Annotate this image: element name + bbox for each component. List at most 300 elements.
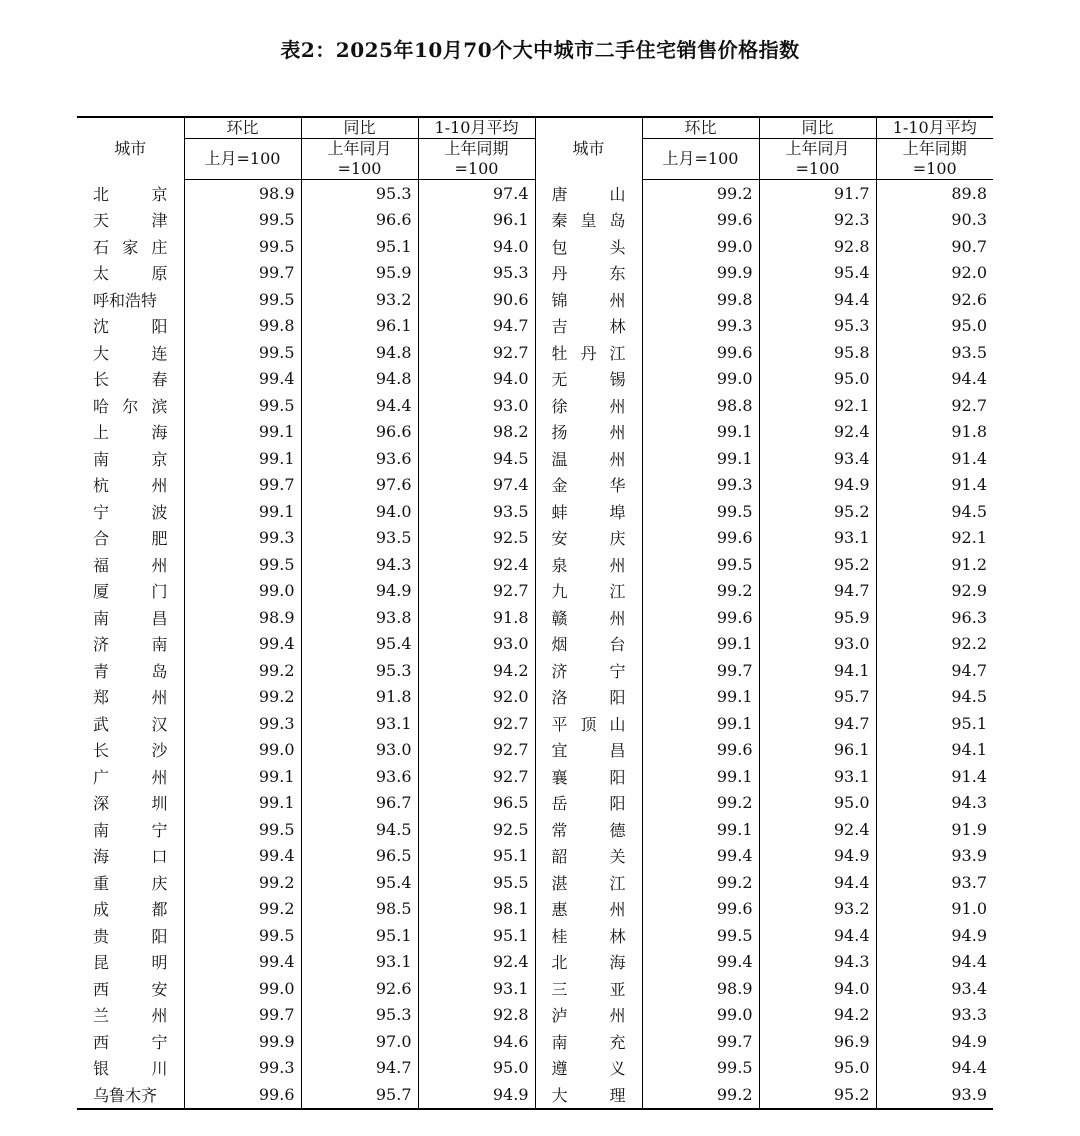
yoy-value-cell: 91.7	[759, 180, 876, 207]
table-row	[77, 949, 993, 976]
yoy-value-cell: 94.4	[759, 922, 876, 949]
city-name-cell: 宁 波	[93, 502, 168, 522]
avg-value-cell: 94.5	[418, 445, 535, 472]
yoy-value-cell: 94.0	[301, 498, 418, 525]
city-name-cell: 泸 州	[535, 1002, 642, 1029]
header-yoy-base-right: 上年同月 =100	[759, 139, 876, 180]
city-name-cell: 贵 阳	[93, 926, 168, 946]
city-name-cell: 石 家 庄	[93, 237, 168, 257]
mom-value-cell: 99.5	[642, 922, 759, 949]
mom-value-cell: 99.5	[642, 551, 759, 578]
city-name-cell: 唐 山	[535, 180, 642, 207]
header-mom-base-left: 上月=100	[184, 139, 301, 180]
table-row	[77, 763, 993, 790]
avg-value-cell: 94.3	[876, 790, 993, 817]
mom-value-cell: 99.5	[184, 233, 301, 260]
avg-value-cell: 92.7	[418, 339, 535, 366]
avg-value-cell: 90.3	[876, 207, 993, 234]
mom-value-cell: 99.5	[184, 207, 301, 234]
avg-value-cell: 95.5	[418, 869, 535, 896]
city-name-cell: 沈 阳	[93, 317, 168, 337]
table-row	[77, 816, 993, 843]
table-row	[77, 790, 993, 817]
mom-value-cell: 99.2	[642, 180, 759, 207]
yoy-value-cell: 95.0	[759, 1055, 876, 1082]
yoy-value-cell: 92.8	[759, 233, 876, 260]
city-name-cell: 成 都	[93, 900, 168, 920]
mom-value-cell: 99.5	[184, 551, 301, 578]
avg-value-cell: 92.9	[876, 578, 993, 605]
yoy-value-cell: 94.9	[759, 472, 876, 499]
avg-value-cell: 94.5	[876, 498, 993, 525]
city-name-cell: 三 亚	[535, 975, 642, 1002]
table-row	[77, 578, 993, 605]
city-name-cell: 兰 州	[93, 1006, 168, 1026]
city-name-cell: 无 锡	[535, 366, 642, 393]
mom-value-cell: 99.5	[184, 286, 301, 313]
mom-value-cell: 98.8	[642, 392, 759, 419]
avg-value-cell: 92.0	[418, 684, 535, 711]
avg-value-cell: 95.1	[876, 710, 993, 737]
yoy-value-cell: 96.1	[301, 313, 418, 340]
avg-value-cell: 95.0	[876, 313, 993, 340]
header-mom-left: 环比	[184, 117, 301, 139]
city-name-cell: 南 京	[93, 449, 168, 469]
yoy-value-cell: 94.4	[301, 392, 418, 419]
avg-value-cell: 90.6	[418, 286, 535, 313]
header-yoy-left: 同比	[301, 117, 418, 139]
table-body	[77, 180, 993, 1109]
price-index-table	[77, 116, 993, 1110]
mom-value-cell: 99.8	[184, 313, 301, 340]
yoy-value-cell: 93.2	[301, 286, 418, 313]
mom-value-cell: 99.5	[184, 392, 301, 419]
city-name-cell: 济 宁	[535, 657, 642, 684]
mom-value-cell: 99.4	[184, 366, 301, 393]
table-row	[77, 1081, 993, 1109]
yoy-value-cell: 95.3	[301, 1002, 418, 1029]
table-row	[77, 286, 993, 313]
avg-value-cell: 94.6	[418, 1028, 535, 1055]
mom-value-cell: 99.3	[642, 472, 759, 499]
avg-value-cell: 93.0	[418, 631, 535, 658]
yoy-value-cell: 93.5	[301, 525, 418, 552]
mom-value-cell: 99.6	[642, 604, 759, 631]
mom-value-cell: 99.4	[184, 843, 301, 870]
yoy-value-cell: 91.8	[301, 684, 418, 711]
table-row	[77, 498, 993, 525]
city-name-cell: 合 肥	[93, 529, 168, 549]
yoy-value-cell: 93.2	[759, 896, 876, 923]
city-name-cell: 宜 昌	[535, 737, 642, 764]
city-name-cell: 深 圳	[93, 794, 168, 814]
avg-value-cell: 92.5	[418, 816, 535, 843]
avg-value-cell: 93.0	[418, 392, 535, 419]
city-name-cell: 昆 明	[93, 953, 168, 973]
city-name-cell: 锦 州	[535, 286, 642, 313]
avg-value-cell: 91.0	[876, 896, 993, 923]
avg-value-cell: 94.0	[418, 366, 535, 393]
yoy-value-cell: 95.8	[759, 339, 876, 366]
avg-value-cell: 92.7	[418, 763, 535, 790]
yoy-value-cell: 95.4	[301, 869, 418, 896]
table-row	[77, 392, 993, 419]
mom-value-cell: 99.5	[184, 339, 301, 366]
table-row	[77, 737, 993, 764]
city-name-cell: 厦 门	[93, 582, 168, 602]
mom-value-cell: 99.1	[642, 419, 759, 446]
city-name-cell: 银 川	[93, 1059, 168, 1079]
city-name-cell: 包 头	[535, 233, 642, 260]
header-mom-base-right: 上月=100	[642, 139, 759, 180]
mom-value-cell: 99.7	[642, 657, 759, 684]
table-row	[77, 1002, 993, 1029]
mom-value-cell: 99.6	[642, 896, 759, 923]
city-name-cell: 北 海	[535, 949, 642, 976]
mom-value-cell: 99.2	[642, 1081, 759, 1109]
city-name-cell: 长 春	[93, 370, 168, 390]
yoy-value-cell: 94.7	[301, 1055, 418, 1082]
mom-value-cell: 99.1	[642, 816, 759, 843]
yoy-value-cell: 94.3	[759, 949, 876, 976]
mom-value-cell: 99.2	[184, 684, 301, 711]
mom-value-cell: 99.6	[642, 339, 759, 366]
city-name-cell: 蚌 埠	[535, 498, 642, 525]
yoy-value-cell: 95.4	[759, 260, 876, 287]
yoy-value-cell: 92.3	[759, 207, 876, 234]
table-row	[77, 445, 993, 472]
avg-value-cell: 92.6	[876, 286, 993, 313]
table-row	[77, 975, 993, 1002]
yoy-value-cell: 94.4	[759, 869, 876, 896]
avg-value-cell: 91.8	[418, 604, 535, 631]
mom-value-cell: 99.7	[184, 472, 301, 499]
avg-value-cell: 94.9	[876, 1028, 993, 1055]
yoy-value-cell: 93.8	[301, 604, 418, 631]
mom-value-cell: 98.9	[184, 180, 301, 207]
table-row	[77, 339, 993, 366]
mom-value-cell: 99.4	[642, 843, 759, 870]
yoy-value-cell: 95.9	[759, 604, 876, 631]
yoy-value-cell: 94.5	[301, 816, 418, 843]
avg-value-cell: 96.3	[876, 604, 993, 631]
city-name-cell: 大 连	[93, 343, 168, 363]
mom-value-cell: 99.2	[184, 896, 301, 923]
table-row	[77, 710, 993, 737]
table-row	[77, 525, 993, 552]
mom-value-cell: 99.2	[642, 578, 759, 605]
city-name-cell: 常 德	[535, 816, 642, 843]
yoy-value-cell: 95.3	[301, 180, 418, 207]
yoy-value-cell: 94.2	[759, 1002, 876, 1029]
city-name-cell: 桂 林	[535, 922, 642, 949]
city-name-cell: 南 宁	[93, 820, 168, 840]
table-row	[77, 684, 993, 711]
mom-value-cell: 99.5	[642, 1055, 759, 1082]
header-avg-base-left: 上年同期 =100	[418, 139, 535, 180]
yoy-value-cell: 92.4	[759, 419, 876, 446]
mom-value-cell: 99.1	[184, 445, 301, 472]
city-name-cell: 哈 尔 滨	[93, 396, 168, 416]
mom-value-cell: 99.7	[642, 1028, 759, 1055]
yoy-value-cell: 94.0	[759, 975, 876, 1002]
city-name-cell: 重 庆	[93, 873, 168, 893]
header-city-right: 城市	[535, 117, 642, 180]
mom-value-cell: 99.1	[642, 763, 759, 790]
table-row	[77, 1028, 993, 1055]
table-row	[77, 896, 993, 923]
mom-value-cell: 99.5	[184, 816, 301, 843]
city-name-cell: 湛 江	[535, 869, 642, 896]
yoy-value-cell: 95.2	[759, 551, 876, 578]
mom-value-cell: 99.1	[184, 419, 301, 446]
table-row	[77, 233, 993, 260]
city-name-cell: 杭 州	[93, 476, 168, 496]
city-name-cell: 天 津	[93, 211, 168, 231]
avg-value-cell: 94.4	[876, 366, 993, 393]
mom-value-cell: 99.0	[642, 1002, 759, 1029]
mom-value-cell: 99.1	[642, 684, 759, 711]
mom-value-cell: 99.4	[184, 949, 301, 976]
city-name-cell: 西 安	[93, 979, 168, 999]
avg-value-cell: 96.5	[418, 790, 535, 817]
mom-value-cell: 99.3	[642, 313, 759, 340]
yoy-value-cell: 94.8	[301, 366, 418, 393]
avg-value-cell: 92.5	[418, 525, 535, 552]
avg-value-cell: 92.2	[876, 631, 993, 658]
yoy-value-cell: 92.1	[759, 392, 876, 419]
city-name-cell: 惠 州	[535, 896, 642, 923]
avg-value-cell: 93.5	[876, 339, 993, 366]
city-name-cell: 赣 州	[535, 604, 642, 631]
mom-value-cell: 99.9	[184, 1028, 301, 1055]
city-name-cell: 韶 关	[535, 843, 642, 870]
avg-value-cell: 93.9	[876, 1081, 993, 1109]
avg-value-cell: 94.4	[876, 1055, 993, 1082]
city-name-cell: 南 充	[535, 1028, 642, 1055]
mom-value-cell: 99.5	[642, 498, 759, 525]
yoy-value-cell: 94.1	[759, 657, 876, 684]
mom-value-cell: 99.3	[184, 710, 301, 737]
mom-value-cell: 99.1	[642, 710, 759, 737]
yoy-value-cell: 95.1	[301, 233, 418, 260]
mom-value-cell: 99.1	[184, 790, 301, 817]
city-name-cell: 乌鲁木齐	[77, 1081, 184, 1109]
yoy-value-cell: 95.2	[759, 1081, 876, 1109]
header-city-left: 城市	[77, 117, 184, 180]
table-row	[77, 313, 993, 340]
mom-value-cell: 99.1	[642, 631, 759, 658]
avg-value-cell: 92.7	[418, 737, 535, 764]
city-name-cell: 长 沙	[93, 741, 168, 761]
avg-value-cell: 94.0	[418, 233, 535, 260]
avg-value-cell: 95.0	[418, 1055, 535, 1082]
city-name-cell: 襄 阳	[535, 763, 642, 790]
mom-value-cell: 99.3	[184, 525, 301, 552]
yoy-value-cell: 93.1	[301, 710, 418, 737]
mom-value-cell: 99.0	[184, 578, 301, 605]
table-row	[77, 366, 993, 393]
mom-value-cell: 99.7	[184, 260, 301, 287]
yoy-value-cell: 93.6	[301, 445, 418, 472]
city-name-cell: 北 京	[93, 184, 168, 204]
yoy-value-cell: 95.9	[301, 260, 418, 287]
yoy-value-cell: 93.1	[759, 525, 876, 552]
avg-value-cell: 98.2	[418, 419, 535, 446]
avg-value-cell: 92.7	[876, 392, 993, 419]
city-name-cell: 泉 州	[535, 551, 642, 578]
avg-value-cell: 98.1	[418, 896, 535, 923]
avg-value-cell: 94.4	[876, 949, 993, 976]
table-row	[77, 260, 993, 287]
yoy-value-cell: 95.7	[301, 1081, 418, 1109]
avg-value-cell: 96.1	[418, 207, 535, 234]
city-name-cell: 扬 州	[535, 419, 642, 446]
yoy-value-cell: 94.7	[759, 710, 876, 737]
yoy-value-cell: 93.0	[759, 631, 876, 658]
table-row	[77, 657, 993, 684]
avg-value-cell: 92.7	[418, 578, 535, 605]
mom-value-cell: 98.9	[184, 604, 301, 631]
avg-value-cell: 95.1	[418, 922, 535, 949]
avg-value-cell: 92.1	[876, 525, 993, 552]
mom-value-cell: 99.6	[642, 737, 759, 764]
city-name-cell: 大 理	[535, 1081, 642, 1109]
yoy-value-cell: 96.7	[301, 790, 418, 817]
city-name-cell: 平 顶 山	[535, 710, 642, 737]
mom-value-cell: 99.4	[184, 631, 301, 658]
mom-value-cell: 99.2	[184, 657, 301, 684]
avg-value-cell: 91.4	[876, 445, 993, 472]
avg-value-cell: 97.4	[418, 180, 535, 207]
yoy-value-cell: 94.8	[301, 339, 418, 366]
table-row	[77, 631, 993, 658]
avg-value-cell: 97.4	[418, 472, 535, 499]
city-name-cell: 太 原	[93, 264, 168, 284]
city-name-cell: 济 南	[93, 635, 168, 655]
mom-value-cell: 99.0	[642, 233, 759, 260]
mom-value-cell: 99.1	[184, 763, 301, 790]
mom-value-cell: 99.1	[184, 498, 301, 525]
yoy-value-cell: 97.0	[301, 1028, 418, 1055]
avg-value-cell: 91.2	[876, 551, 993, 578]
mom-value-cell: 99.2	[184, 869, 301, 896]
mom-value-cell: 99.6	[642, 207, 759, 234]
table-header	[77, 117, 993, 180]
avg-value-cell: 91.9	[876, 816, 993, 843]
avg-value-cell: 93.9	[876, 843, 993, 870]
avg-value-cell: 92.0	[876, 260, 993, 287]
yoy-value-cell: 96.6	[301, 419, 418, 446]
avg-value-cell: 91.4	[876, 763, 993, 790]
yoy-value-cell: 97.6	[301, 472, 418, 499]
table-row	[77, 180, 993, 207]
mom-value-cell: 99.2	[642, 869, 759, 896]
mom-value-cell: 99.6	[642, 525, 759, 552]
avg-value-cell: 94.1	[876, 737, 993, 764]
header-yoy-right: 同比	[759, 117, 876, 139]
avg-value-cell: 92.4	[418, 949, 535, 976]
yoy-value-cell: 92.4	[759, 816, 876, 843]
avg-value-cell: 93.5	[418, 498, 535, 525]
avg-value-cell: 94.9	[876, 922, 993, 949]
yoy-value-cell: 98.5	[301, 896, 418, 923]
city-name-cell: 温 州	[535, 445, 642, 472]
yoy-value-cell: 94.4	[759, 286, 876, 313]
city-name-cell: 武 汉	[93, 714, 168, 734]
header-avg-left: 1-10月平均	[418, 117, 535, 139]
city-name-cell: 遵 义	[535, 1055, 642, 1082]
yoy-value-cell: 93.1	[301, 949, 418, 976]
city-name-cell: 上 海	[93, 423, 168, 443]
avg-value-cell: 93.1	[418, 975, 535, 1002]
city-name-cell: 徐 州	[535, 392, 642, 419]
city-name-cell: 吉 林	[535, 313, 642, 340]
mom-value-cell: 99.7	[184, 1002, 301, 1029]
table-row	[77, 551, 993, 578]
header-avg-base-right: 上年同期 =100	[876, 139, 993, 180]
yoy-value-cell: 95.0	[759, 790, 876, 817]
mom-value-cell: 99.3	[184, 1055, 301, 1082]
avg-value-cell: 94.2	[418, 657, 535, 684]
avg-value-cell: 93.7	[876, 869, 993, 896]
header-avg-right: 1-10月平均	[876, 117, 993, 139]
avg-value-cell: 89.8	[876, 180, 993, 207]
yoy-value-cell: 95.2	[759, 498, 876, 525]
avg-value-cell: 95.1	[418, 843, 535, 870]
mom-value-cell: 99.6	[184, 1081, 301, 1109]
yoy-value-cell: 96.6	[301, 207, 418, 234]
yoy-value-cell: 93.0	[301, 737, 418, 764]
avg-value-cell: 92.4	[418, 551, 535, 578]
city-name-cell: 呼和浩特	[93, 290, 158, 310]
mom-value-cell: 99.2	[642, 790, 759, 817]
mom-value-cell: 99.8	[642, 286, 759, 313]
city-name-cell: 洛 阳	[535, 684, 642, 711]
yoy-value-cell: 95.3	[301, 657, 418, 684]
table-row	[77, 207, 993, 234]
yoy-value-cell: 96.5	[301, 843, 418, 870]
mom-value-cell: 99.4	[642, 949, 759, 976]
yoy-value-cell: 94.3	[301, 551, 418, 578]
yoy-value-cell: 93.6	[301, 763, 418, 790]
city-name-cell: 安 庆	[535, 525, 642, 552]
table-row	[77, 843, 993, 870]
city-name-cell: 西 宁	[93, 1032, 168, 1052]
table-row	[77, 922, 993, 949]
yoy-value-cell: 95.4	[301, 631, 418, 658]
yoy-value-cell: 95.7	[759, 684, 876, 711]
mom-value-cell: 99.5	[184, 922, 301, 949]
table-row	[77, 869, 993, 896]
mom-value-cell: 99.9	[642, 260, 759, 287]
mom-value-cell: 99.0	[184, 737, 301, 764]
avg-value-cell: 95.3	[418, 260, 535, 287]
avg-value-cell: 91.8	[876, 419, 993, 446]
table-row	[77, 419, 993, 446]
avg-value-cell: 93.3	[876, 1002, 993, 1029]
table-row	[77, 604, 993, 631]
city-name-cell: 海 口	[93, 847, 168, 867]
city-name-cell: 广 州	[93, 767, 168, 787]
yoy-value-cell: 93.4	[759, 445, 876, 472]
yoy-value-cell: 94.9	[301, 578, 418, 605]
avg-value-cell: 92.8	[418, 1002, 535, 1029]
mom-value-cell: 99.0	[184, 975, 301, 1002]
header-yoy-base-left: 上年同月 =100	[301, 139, 418, 180]
city-name-cell: 牡 丹 江	[535, 339, 642, 366]
yoy-value-cell: 95.3	[759, 313, 876, 340]
